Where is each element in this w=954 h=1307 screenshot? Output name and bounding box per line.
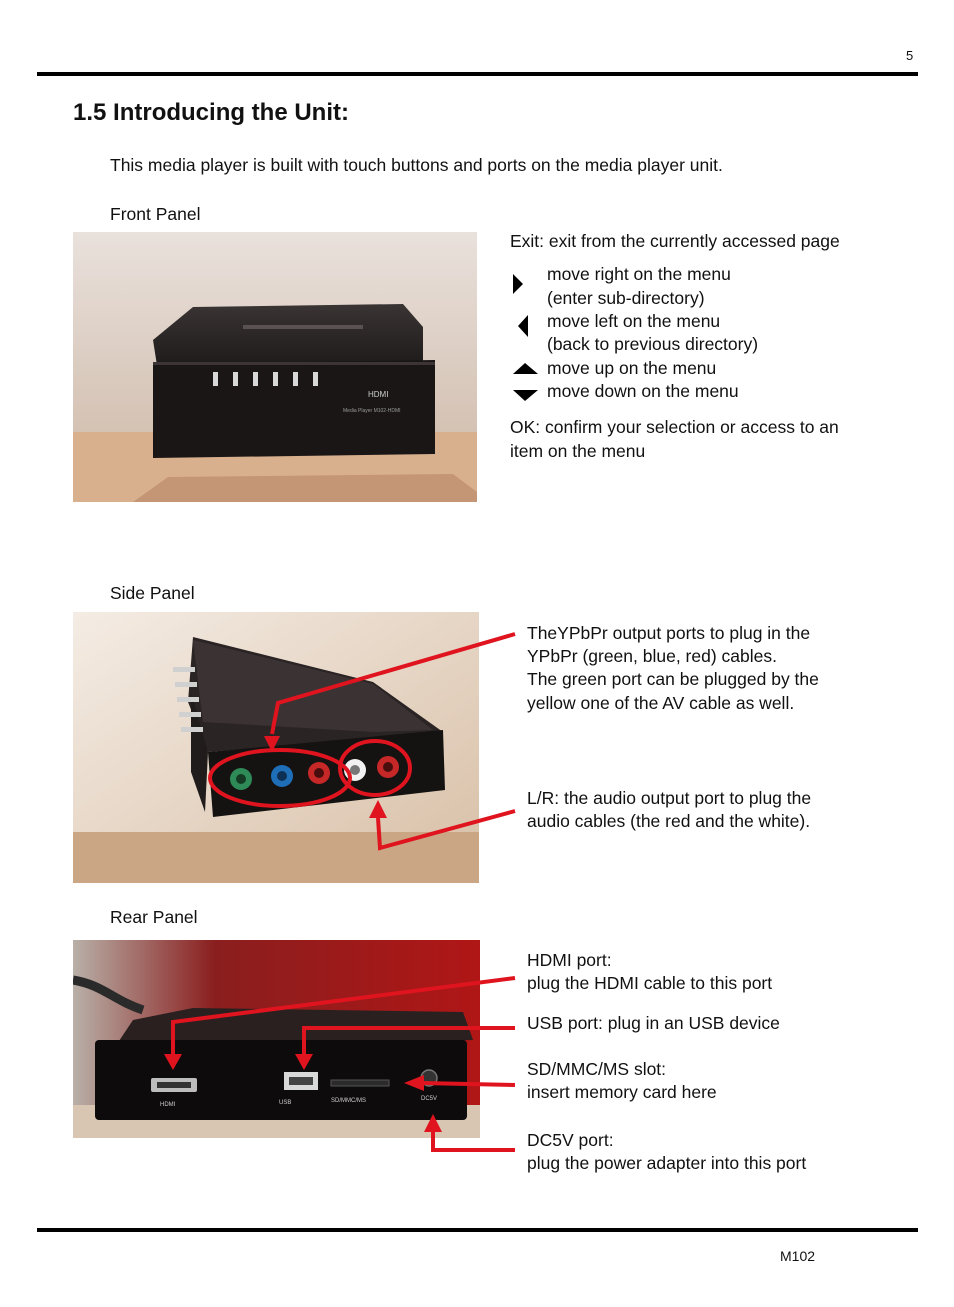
sd-arrowhead	[404, 1075, 424, 1091]
lr-line2: audio cables (the red and the white).	[527, 811, 811, 831]
rear-panel-label: Rear Panel	[110, 907, 198, 927]
model-code: M102	[780, 1248, 816, 1264]
dc-port-line1: DC5V port:	[527, 1130, 614, 1150]
usb-port-line: USB port: plug in an USB device	[527, 1013, 780, 1033]
sd-slot-line1: SD/MMC/MS slot:	[527, 1059, 667, 1079]
lr-arrowhead	[369, 800, 387, 818]
lr-line1: L/R: the audio output port to plug the	[527, 788, 812, 808]
exit-description: Exit: exit from the currently accessed page	[510, 231, 840, 251]
sd-callout-line	[422, 1083, 515, 1085]
side-panel-label: Side Panel	[110, 583, 195, 603]
sd-slot-line2: insert memory card here	[527, 1082, 717, 1102]
ypbpr-line2: YPbPr (green, blue, red) cables.	[527, 646, 777, 666]
usb-callout-line	[304, 1028, 515, 1056]
usb-arrowhead	[295, 1054, 313, 1070]
photo-rear-dc: DC5V	[421, 1096, 438, 1102]
nav-right-line1: move right on the menu	[547, 264, 731, 284]
photo-rear-hdmi: HDMI	[160, 1102, 176, 1108]
ok-description-line2: item on the menu	[510, 441, 646, 461]
hdmi-arrowhead	[164, 1054, 182, 1070]
nav-right-line2: (enter sub-directory)	[547, 288, 705, 308]
photo-rear-sd: SD/MMC/MS	[331, 1098, 366, 1104]
nav-down-line: move down on the menu	[547, 381, 739, 401]
photo-hdmi-label: HDMI	[368, 390, 389, 399]
nav-left-line1: move left on the menu	[547, 311, 721, 331]
page-number: 5	[906, 48, 914, 63]
front-panel-label: Front Panel	[110, 204, 201, 224]
ypbpr-line4: yellow one of the AV cable as well.	[527, 693, 795, 713]
ypbpr-callout-line	[272, 634, 515, 734]
intro-text: This media player is built with touch buttons and ports on the media player unit.	[110, 155, 723, 175]
hdmi-port-line1: HDMI port:	[527, 950, 612, 970]
photo-model-label: Media Player M102-HDMI	[343, 408, 401, 414]
dc-callout-line	[433, 1130, 515, 1150]
photo-rear-usb: USB	[279, 1100, 292, 1106]
dc-port-line2: plug the power adapter into this port	[527, 1153, 807, 1173]
hdmi-port-line2: plug the HDMI cable to this port	[527, 973, 773, 993]
ok-description-line1: OK: confirm your selection or access to an	[510, 417, 839, 437]
ypbpr-line1: TheYPbPr output ports to plug in the	[527, 623, 811, 643]
footer-rule	[37, 1228, 918, 1232]
ypbpr-line3: The green port can be plugged by the	[527, 669, 819, 689]
nav-left-line2: (back to previous directory)	[547, 334, 759, 354]
lr-callout-line	[378, 811, 515, 848]
dc-arrowhead	[424, 1114, 442, 1132]
hdmi-callout-line	[173, 978, 515, 1056]
ypbpr-arrowhead	[264, 736, 280, 752]
section-title: 1.5 Introducing the Unit:	[73, 99, 349, 126]
nav-up-line: move up on the menu	[547, 358, 717, 378]
